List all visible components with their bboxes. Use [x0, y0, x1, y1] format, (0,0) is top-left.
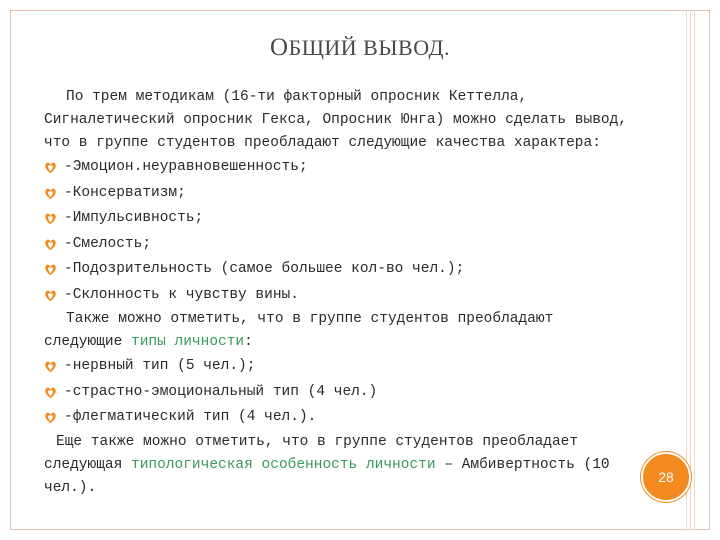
- orange-flourish-icon: [44, 411, 57, 424]
- orange-flourish-icon: [44, 187, 57, 200]
- list-item: -Смелость;: [44, 232, 634, 258]
- page-number-badge: 28: [641, 452, 691, 502]
- title-first-letter: О: [270, 34, 289, 61]
- title-rest: БЩИЙ ВЫВОД.: [288, 35, 450, 60]
- orange-flourish-icon: [44, 161, 57, 174]
- list-item: -Импульсивность;: [44, 206, 634, 232]
- intro-paragraph: По трем методикам (16-ти факторный опросник Кеттелла, Сигналетический опросник Гекса, Опросник Юнга) можно сделать вывод, что в группе студентов преобладают следующие качества характера:: [44, 89, 627, 151]
- highlight-text: типологическая особенность личности: [131, 456, 436, 473]
- orange-flourish-icon: [44, 386, 57, 399]
- slide-title: [0, 34, 720, 62]
- orange-flourish-icon: [44, 238, 57, 251]
- orange-flourish-icon: [44, 289, 57, 302]
- slide-body: [44, 86, 634, 500]
- orange-flourish-icon: [44, 263, 57, 276]
- list-item: -страстно-эмоциональный тип (4 чел.): [44, 380, 634, 406]
- list-item: -Подозрительность (самое большее кол-во чел.);: [44, 257, 634, 283]
- list-item: -флегматический тип (4 чел.).: [44, 405, 634, 431]
- list-item: -нервный тип (5 чел.);: [44, 354, 634, 380]
- list-item: -Эмоцион.неуравновешенность;: [44, 155, 634, 181]
- qualities-list: [44, 155, 634, 308]
- list-item: -Склонность к чувству вины.: [44, 283, 634, 309]
- list-item: -Консерватизм;: [44, 181, 634, 207]
- types-list: [44, 354, 634, 431]
- final-paragraph: Еще также можно отметить, что в группе студентов преобладает следующая типологическая особенность личности – Амбивертность (10 чел.).: [44, 433, 610, 496]
- orange-flourish-icon: [44, 360, 57, 373]
- types-intro-paragraph: Также можно отметить, что в группе студентов преобладают следующие типы личности:: [44, 311, 554, 350]
- orange-flourish-icon: [44, 212, 57, 225]
- highlight-text: типы личности: [131, 334, 245, 350]
- decorative-rails: [686, 10, 698, 530]
